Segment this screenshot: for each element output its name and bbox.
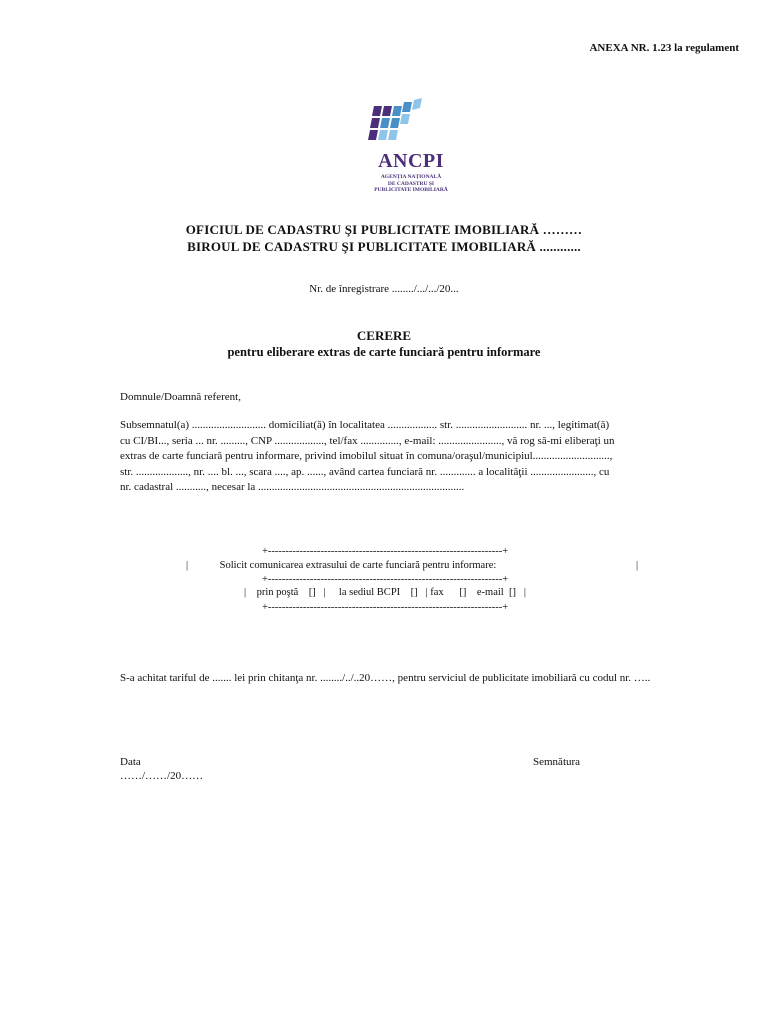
office-heading: OFICIUL DE CADASTRU ŞI PUBLICITATE IMOBILIARĂ ……… [185,222,583,237]
body-line: Subsemnatul(a) ........................... domiciliat(ă) în localitatea .................. str. .......................... nr. ..., legitimat(ă) [120,419,610,431]
box-bar-left: | [186,560,189,571]
box-border-top: +-------------------------------------------------------------------+ [262,546,509,557]
body-line: cu CI/BI..., seria ... nr. ........., CNP .................., tel/fax .............., e-mail: ......................., vă rog să-mi eliberaţi un [120,434,615,447]
logo-agency-text [364,174,458,194]
logo-agency-line: AGENȚIA NAȚIONALĂ [380,174,442,180]
document-subtitle: pentru eliberare extras de carte funciară pentru informare [227,345,541,359]
payment-statement: S-a achitat tariful de ....... lei prin chitanţa nr. ......../../..20……, pentru serviciul de publicitate imobiliară cu codul nr. ….. [120,672,651,684]
box-bar-right: | [636,560,639,571]
delivery-options-row: | prin poştă [] | la sediul BCPI [] | fax [] e-mail [] | [244,587,526,598]
box-border-bottom: +-------------------------------------------------------------------+ [262,602,509,613]
bureau-heading: BIROUL DE CADASTRU ŞI PUBLICITATE IMOBILIARĂ ............ [187,239,581,254]
body-line: nr. cadastral ..........., necesar la ........................................................................... [120,481,465,493]
logo-agency-line: PUBLICITATE IMOBILIARĂ [374,187,448,193]
registration-number: Nr. de înregistrare ......../.../.../20... [309,283,459,295]
document-title: CERERE [356,328,412,343]
box-request-row [186,560,639,571]
ancpi-logo [364,98,458,208]
body-line: extras de carte funciară pentru informare, privind imobilul situat în comuna/oraşul/municipiul............................, [120,450,613,462]
logo-agency-line: DE CADASTRU ȘI [387,180,435,187]
salutation: Domnule/Doamnă referent, [120,391,241,403]
box-border-divider: +-------------------------------------------------------------------+ [262,574,509,585]
date-value: ……/……/20…… [120,770,204,782]
request-body [120,418,710,496]
logo-ancpi-text: ANCPI [378,150,444,172]
ancpi-logo-graphic [364,98,458,150]
body-line: str. ..................., nr. .... bl. ..., scara ...., ap. ......, având cartea funciară nr. ............. a localităţii ......................., cu [120,465,610,478]
box-request-text: Solicit comunicarea extrasului de carte funciară pentru informare: [219,560,497,571]
date-label: Data [120,756,141,768]
signature-label: Semnătura [533,756,581,768]
annex-label: ANEXA NR. 1.23 la regulament [589,42,739,54]
